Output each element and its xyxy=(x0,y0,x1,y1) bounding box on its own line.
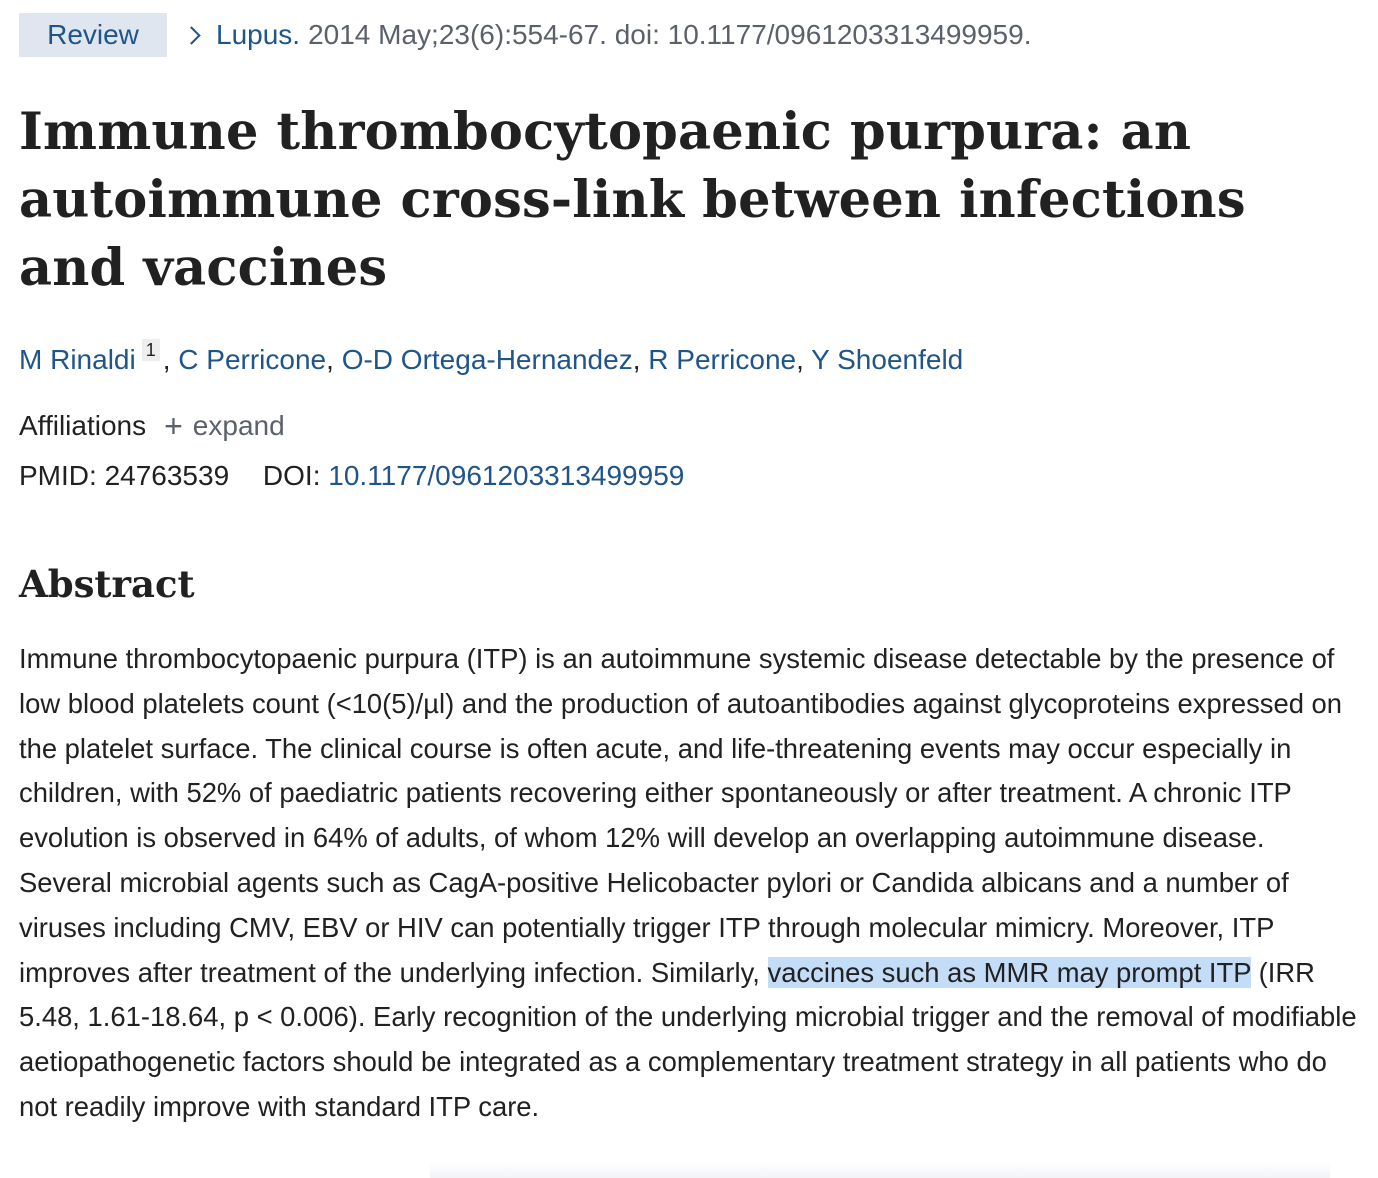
doi-label: DOI: xyxy=(262,460,321,491)
journal-link[interactable]: Lupus. xyxy=(216,19,301,50)
chevron-right-icon xyxy=(182,26,200,44)
review-badge: Review xyxy=(19,13,167,57)
author-link[interactable]: C Perricone xyxy=(178,344,327,375)
highlighted-selection: vaccines such as MMR may prompt ITP xyxy=(767,956,1252,988)
bottom-fade xyxy=(430,1162,1330,1178)
abstract-text xyxy=(19,637,1364,1130)
article-title: Immune thrombocytopaenic purpura: an autoimmune cross-link between infections and vaccines xyxy=(19,102,1246,298)
author-list: M Rinaldi $^1$ , C Perricone, O-D Ortega-Hernandez, R Perricone, Y Shoenfeld xyxy=(19,340,964,375)
affiliations-label: Affiliations xyxy=(19,410,147,441)
citation-details: 2014 May;23(6):554-67. doi: 10.1177/0961203313499959. xyxy=(308,19,1032,50)
identifiers-row xyxy=(19,460,684,492)
author-link[interactable]: O-D Ortega-Hernandez xyxy=(341,344,633,375)
affiliation-superscript[interactable]: 1 xyxy=(142,339,160,361)
pmid-value: 24763539 xyxy=(104,460,230,491)
citation xyxy=(185,19,1031,51)
author-link[interactable]: M Rinaldi xyxy=(19,344,136,375)
citation-bar xyxy=(19,13,1031,57)
affiliations-row xyxy=(19,410,285,442)
pmid-label: PMID: xyxy=(19,460,97,491)
plus-icon[interactable]: + xyxy=(164,408,183,444)
author-link[interactable]: Y Shoenfeld xyxy=(811,344,964,375)
doi-link[interactable]: 10.1177/0961203313499959 xyxy=(328,460,685,491)
abstract-text-start: Immune thrombocytopaenic purpura (ITP) is an autoimmune systemic disease detectable by the presence of low blood platelets count (<10(5)/µl) and the production of autoantibodies against glycoproteins expressed on the platelet surface. The clinical course is often acute, and life-threatening events may occur especially in children, with 52% of paediatric patients recovering either spontaneously or after treatment. A chronic ITP evolution is observed in 64% of adults, of whom 12% will develop an overlapping autoimmune disease. Several microbial agents such as CagA-positive Helicobacter pylori or Candida albicans and a number of viruses including CMV, EBV or HIV can potentially trigger ITP through molecular mimicry. Moreover, ITP improves after treatment of the underlying infection. Similarly, xyxy=(19,643,1343,988)
abstract-heading: Abstract xyxy=(19,562,195,606)
author-link[interactable]: R Perricone xyxy=(648,344,797,375)
expand-toggle[interactable]: expand xyxy=(192,410,285,441)
abstract-text-end: (IRR 5.48, 1.61-18.64, p < 0.006). Early recognition of the underlying microbial trigger and the removal of modifiable aetiopathogenetic factors should be integrated as a complementary treatment strategy in all patients who do not readily improve with standard ITP care. xyxy=(19,956,1357,1122)
